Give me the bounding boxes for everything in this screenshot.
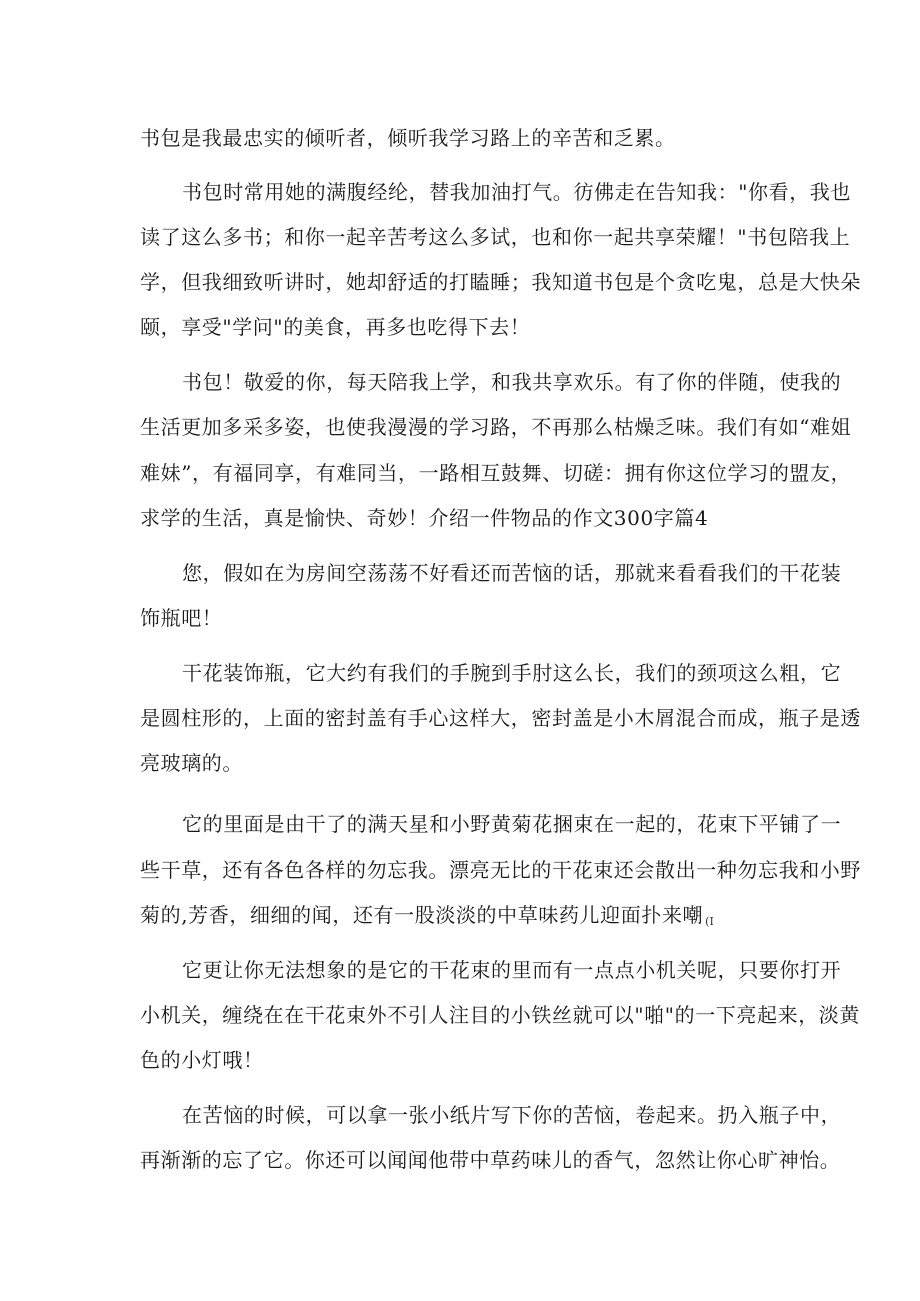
text-line: 求学的生活，真是愉快、奇妙！介绍一件物品的作文300字篇4 <box>140 506 709 530</box>
text-line: 生活更加多采多姿，也使我漫漫的学习路，不再那么枯燥乏味。我们有如“难姐 <box>140 415 852 439</box>
text-line: 它更让你无法想象的是它的干花束的里而有一点点小机关呢，只要你打开 <box>182 958 842 982</box>
text-line <box>140 903 714 934</box>
text-line: 书包是我最忠实的倾听者，倾听我学习路上的辛苦和乏累。 <box>140 126 676 150</box>
text-line: 在苦恼的时候，可以拿一张小纸片写下你的苦恼，卷起来。扔入瓶子中， <box>182 1103 842 1127</box>
text-line: 您，假如在为房间空荡荡不好看还而苦恼的话，那就来看看我们的干花装 <box>182 561 842 585</box>
text-line: 小机关，缠绕在在干花束外不引人注目的小铁丝就可以"啪"的一下亮起来，淡黄 <box>140 1003 860 1027</box>
text-line: 再渐渐的忘了它。你还可以闻闻他带中草药味儿的香气，忽然让你心旷神怡。 <box>140 1148 841 1172</box>
text-line: 饰瓶吧！ <box>140 606 223 630</box>
text-line: 书包！敬爱的你，每天陪我上学，和我共享欢乐。有了你的伴随，使我的 <box>182 370 842 394</box>
text-line: 读了这么多书；和你一起辛苦考这么多试，也和你一起共享荣耀！"书包陪我上 <box>140 225 851 249</box>
text-line: 些干草，还有各色各样的勿忘我。漂亮无比的干花束还会散出一种勿忘我和小野 <box>140 858 861 882</box>
text-line: 亮玻璃的。 <box>140 751 243 775</box>
text-line: 它的里面是由干了的满天星和小野黄菊花捆束在一起的，花束下平铺了一 <box>182 812 842 836</box>
text-line: 是圆柱形的，上面的密封盖有手心这样大，密封盖是小木屑混合而成，瓶子是透 <box>140 706 861 730</box>
stray-mark: (I <box>705 915 714 928</box>
text-line: 学，但我细致听讲时，她却舒适的打瞌睡；我知道书包是个贪吃鬼，总是大快朵 <box>140 270 861 294</box>
text-line: 难妹”，有福同享，有难同当，一路相互鼓舞、切磋：拥有你这位学习的盟友， <box>140 461 852 485</box>
text-line: 颐，享受"学问"的美食，再多也吃得下去！ <box>140 315 531 339</box>
text-line: 干花装饰瓶，它大约有我们的手腕到手肘这么长，我们的颈项这么粗，它 <box>182 661 842 685</box>
text-line: 色的小灯哦！ <box>140 1048 264 1072</box>
text-line: 书包时常用她的满腹经纶，替我加油打气。彷佛走在告知我："你看，我也 <box>182 180 851 204</box>
text-line-content: 菊的,芳香，细细的闻，还有一股淡淡的中草味药儿迎面扑来嘲 <box>140 903 704 927</box>
